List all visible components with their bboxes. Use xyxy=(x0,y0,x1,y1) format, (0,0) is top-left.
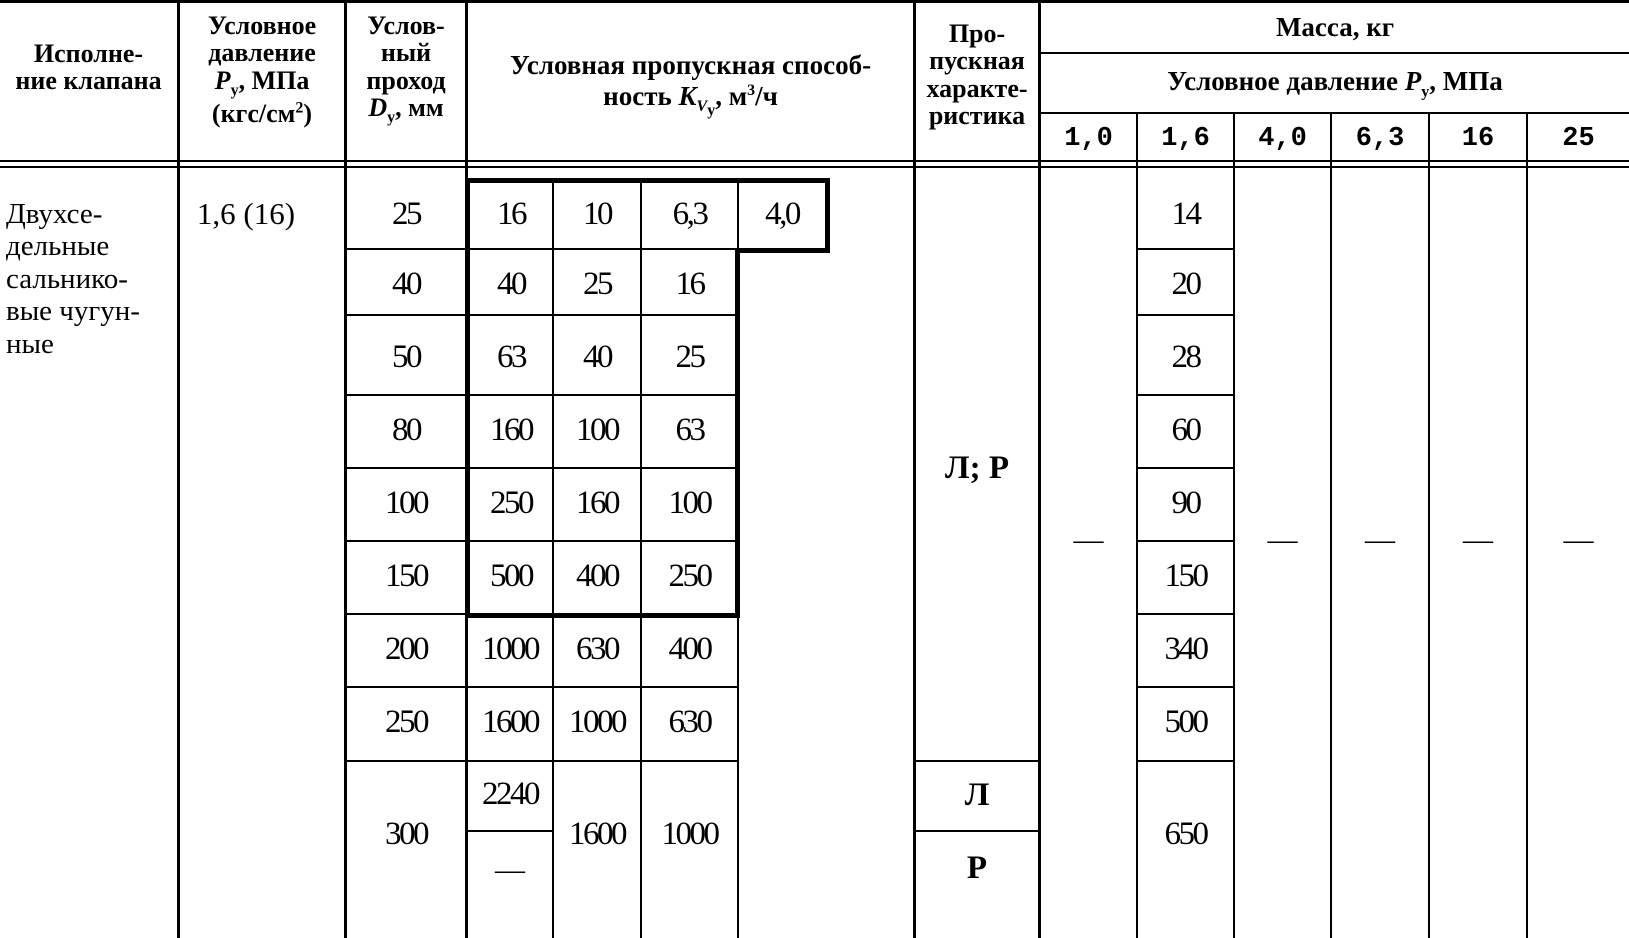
kv-50-a: 63 xyxy=(497,339,525,375)
pressure-value: 1,6 (16) xyxy=(196,196,296,231)
kv-50-b: 40 xyxy=(583,339,611,375)
header-pressure-line-2: давление xyxy=(208,38,316,68)
mass-pressure-25: 25 xyxy=(1562,124,1595,154)
char-sep-1 xyxy=(916,760,1038,762)
kv-25-d: 4,0 xyxy=(765,196,799,232)
dn-50: 50 xyxy=(392,339,420,375)
kv-250-a: 1600 xyxy=(482,704,538,740)
header-pressure-line-3 xyxy=(180,67,344,100)
capacity-unit-2: /ч xyxy=(755,81,778,111)
mass-pressure-label: Условное давление xyxy=(1167,66,1399,96)
row-sep-4 xyxy=(347,467,737,469)
row-sep-3m xyxy=(1136,394,1233,396)
header-diameter-line-2: ный xyxy=(380,38,432,68)
mass-250: 500 xyxy=(1164,704,1207,740)
execution-line-2: дельные xyxy=(6,230,110,263)
row-sep-1m xyxy=(1136,248,1233,250)
thick-right-top xyxy=(825,178,830,253)
row-sep-7 xyxy=(347,686,737,688)
kv-40-b: 25 xyxy=(583,266,611,302)
mass-150: 150 xyxy=(1164,558,1207,594)
row-sep-5m xyxy=(1136,540,1233,542)
kv-150-a: 500 xyxy=(490,558,532,594)
kv-25-a: 16 xyxy=(497,196,525,232)
header-diameter-line-3: проход xyxy=(366,65,446,95)
dn-200: 200 xyxy=(385,631,427,667)
thick-bottom xyxy=(465,613,740,618)
header-characteristic-line-3: характе- xyxy=(926,73,1028,103)
header-mass-pressure xyxy=(1041,68,1629,100)
kv-250-b: 1000 xyxy=(569,704,625,740)
header-diameter xyxy=(347,12,465,127)
dn-80: 80 xyxy=(392,412,420,448)
row-sep-4m xyxy=(1136,467,1233,469)
mass-pressure-symbol-sub: у xyxy=(1421,83,1430,101)
header-characteristic-line-1: Про- xyxy=(948,19,1006,48)
header-execution-line-1: Исполне- xyxy=(33,39,144,68)
kv-40-c: 16 xyxy=(675,266,704,302)
kv-300-a-top: 2240 xyxy=(482,776,538,812)
header-characteristic-line-2: пускная xyxy=(929,46,1025,76)
kv-150-b: 400 xyxy=(576,558,618,594)
header-execution xyxy=(0,40,177,95)
kv-50-c: 25 xyxy=(675,339,704,375)
kv-80-c: 63 xyxy=(675,412,704,448)
execution-text xyxy=(6,198,176,360)
header-pressure-line-1: Условное xyxy=(207,11,317,40)
header-pressure xyxy=(180,12,344,127)
kv-80-a: 160 xyxy=(490,412,532,448)
mass-16-dash: — xyxy=(1463,523,1493,556)
characteristic-l: Л xyxy=(964,777,990,813)
thick-left xyxy=(465,178,470,618)
row-sep-5 xyxy=(347,540,737,542)
kv-100-c: 100 xyxy=(668,485,711,521)
header-diameter-line-4 xyxy=(347,94,465,127)
mass-pressure-4-0: 4,0 xyxy=(1258,124,1307,154)
vline-1 xyxy=(177,0,180,938)
vline-mass-1 xyxy=(1136,112,1138,938)
kv-300-b: 1600 xyxy=(569,816,625,852)
capacity-unit: , м xyxy=(715,81,748,111)
kv-25-b: 10 xyxy=(583,196,611,232)
capacity-unit-sup: 3 xyxy=(747,82,756,99)
mass-200: 340 xyxy=(1164,631,1207,667)
dn-25: 25 xyxy=(392,196,420,232)
row-sep-3 xyxy=(347,394,737,396)
pressure-unit-sup: 2 xyxy=(295,98,304,116)
mass-pressure-16: 16 xyxy=(1461,124,1495,154)
header-characteristic-line-4: ристика xyxy=(928,100,1026,130)
header-pressure-line-4 xyxy=(180,100,344,127)
kv-100-a: 250 xyxy=(490,485,532,521)
characteristic-main: Л; Р xyxy=(945,450,1009,486)
header-rule-1 xyxy=(0,160,1629,162)
execution-line-3: сальнико- xyxy=(6,262,128,295)
header-characteristic xyxy=(916,20,1038,129)
row-sep-7m xyxy=(1136,686,1233,688)
kv-100-b: 160 xyxy=(576,485,618,521)
mass-pressure-1-6: 1,6 xyxy=(1161,124,1210,154)
mass-1-0-dash: — xyxy=(1073,523,1104,556)
pressure-symbol: P xyxy=(214,65,231,95)
thick-top xyxy=(465,178,830,183)
row-sep-6m xyxy=(1136,613,1233,615)
row-sep-2 xyxy=(347,314,737,316)
thick-step xyxy=(735,248,830,253)
kv-40-a: 40 xyxy=(497,266,525,302)
kv-200-b: 630 xyxy=(576,631,618,667)
kv-250-c: 630 xyxy=(668,704,711,740)
mass-pressure-6-3: 6,3 xyxy=(1355,124,1405,154)
diameter-unit: , мм xyxy=(395,92,444,122)
row-sep-2m xyxy=(1136,314,1233,316)
mass-4-0-dash: — xyxy=(1267,523,1298,556)
mass-100: 90 xyxy=(1171,485,1200,521)
border-top xyxy=(0,0,1629,3)
mass-pressure-symbol: P xyxy=(1404,66,1422,96)
kv-200-c: 400 xyxy=(668,631,711,667)
pressure-symbol-sub: у xyxy=(230,81,239,99)
mass-25: 14 xyxy=(1171,196,1200,232)
pressure-unit: , МПа xyxy=(238,65,310,95)
header-execution-line-2: ние клапана xyxy=(15,66,162,96)
kv-300-a-bottom: — xyxy=(495,853,525,886)
dn-100: 100 xyxy=(385,485,427,521)
kv-200-a: 1000 xyxy=(482,631,538,667)
row-sep-1 xyxy=(347,248,737,250)
kv-split xyxy=(468,830,552,832)
char-sep-2 xyxy=(916,830,1038,832)
row-sep-8m xyxy=(1136,760,1233,762)
dn-150: 150 xyxy=(385,558,427,594)
pressure-unit-2: (кгс/см xyxy=(211,98,296,128)
diameter-symbol: D xyxy=(368,92,388,122)
mass-300: 650 xyxy=(1164,816,1207,852)
mass-pressure-1-0: 1,0 xyxy=(1064,124,1113,154)
pressure-unit-close: ) xyxy=(303,98,313,128)
mass-25-dash: — xyxy=(1563,523,1594,556)
header-capacity xyxy=(468,52,913,120)
row-sep-8 xyxy=(347,760,737,762)
mass-rule-1 xyxy=(1038,52,1629,54)
mass-6-3-dash: — xyxy=(1365,523,1395,556)
header-mass: Масса, кг xyxy=(1275,12,1395,42)
kv-80-b: 100 xyxy=(576,412,618,448)
dn-300: 300 xyxy=(385,816,427,852)
header-rule-2 xyxy=(0,166,1629,168)
capacity-symbol-sub: V xyxy=(696,98,708,116)
mass-rule-2 xyxy=(1038,112,1629,114)
capacity-symbol-sub-2: у xyxy=(707,102,716,120)
kv-25-c: 6,3 xyxy=(672,196,707,232)
mass-50: 28 xyxy=(1171,339,1200,375)
kv-150-c: 250 xyxy=(668,558,711,594)
header-capacity-line-2 xyxy=(468,83,913,120)
execution-line-1: Двухсе- xyxy=(6,198,103,230)
execution-line-4: вые чугун- xyxy=(6,295,140,328)
execution-line-5: ные xyxy=(6,327,54,360)
capacity-symbol: K xyxy=(678,81,697,111)
header-capacity-line-1: Условная пропускная способ- xyxy=(509,50,872,80)
vline-2 xyxy=(344,0,347,938)
mass-40: 20 xyxy=(1171,266,1200,302)
kv-300-c: 1000 xyxy=(661,816,718,852)
dn-40: 40 xyxy=(392,266,420,302)
diameter-symbol-sub: у xyxy=(387,109,396,127)
dn-250: 250 xyxy=(385,704,427,740)
capacity-label: ность xyxy=(603,81,672,111)
mass-80: 60 xyxy=(1171,412,1200,448)
header-diameter-line-1: Услов- xyxy=(367,11,445,40)
characteristic-r: Р xyxy=(966,850,988,886)
mass-pressure-unit: , МПа xyxy=(1429,66,1503,96)
